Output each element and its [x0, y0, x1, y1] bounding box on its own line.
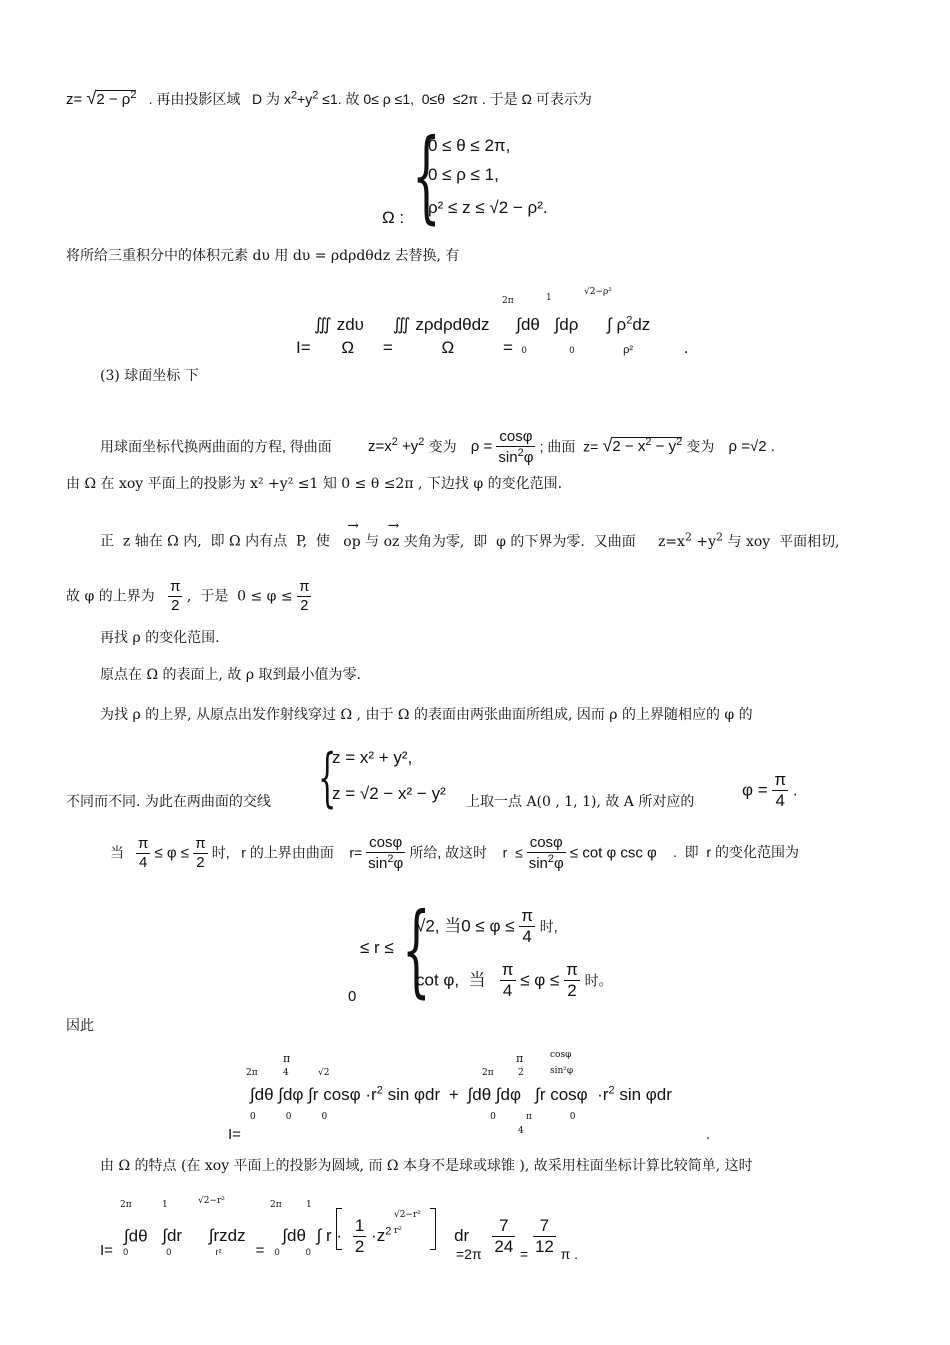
- integral-1: ∭ zdυ ∭ zρdρdθdz ∫dθ ∫dρ ∫ $\rho^2dz$: [314, 314, 651, 334]
- int2-lim-6b: sin²φ: [550, 1066, 574, 1076]
- system1-line-b: 0 ≤ ρ ≤ 1,: [428, 165, 499, 184]
- int2-lower-4: 4: [518, 1126, 524, 1136]
- text-line-9: 原点在 Ω 的表面上, 故 ρ 取到最小值为零.: [100, 667, 361, 683]
- int1-upper-limit-c: √2−ρ²: [584, 287, 612, 297]
- int1-upper-limit-a: 2π: [502, 296, 514, 306]
- phi-equals-pi-over-4: φ = $\frac{\pi}{4}$ .: [742, 770, 798, 811]
- text-line-11b: 上取一点 A(0 , 1, 1), 故 A 所对应的: [466, 794, 695, 810]
- text-line-1: $z= √2 - \rho^2$ . 再由投影区域 D 为 $x^2+y^2 \le 1$. 故 0≤ ρ ≤1, 0≤θ ≤2π . 于是 Ω 可表示为: [66, 88, 592, 108]
- integral-1-bottom: I= Ω = Ω = 0 0 ρ² .: [296, 338, 689, 357]
- integral-2: ∫dθ ∫dφ ∫r $\cos\varphi \cdot r^2$ sin φdr + ∫dθ ∫dφ ∫r $\cos\varphi \cdot r^2$ sin φdr: [250, 1084, 672, 1104]
- int2-lim-1: 2π: [246, 1068, 258, 1078]
- int2-lim-5b: 2: [518, 1068, 524, 1078]
- system3-line-a: √2, 当0 ≤ φ ≤ $\frac{\pi}{4}$ 时,: [416, 906, 558, 947]
- text-line-10: 为找 ρ 的上界, 从原点出发作射线穿过 Ω , 由于 Ω 的表面由两张曲面所组成, 因而 ρ 的上界随相应的 φ 的: [100, 707, 753, 723]
- int3-lim-2: 1: [162, 1200, 168, 1210]
- int2-lim-3: √2: [318, 1068, 330, 1078]
- int2-lim-2: π: [283, 1052, 291, 1065]
- int2-lower: 0 0 0 0 π 0: [250, 1112, 576, 1122]
- int2-lim-2b: 4: [283, 1068, 289, 1078]
- integral-3-result: $_{=2\pi}$ $\frac{7}{24}$ $_=$ $\frac{7}{12}$ $_{\pi .}$: [456, 1216, 579, 1263]
- system2-line-b: z = √2 − x² − y²: [332, 784, 446, 803]
- int2-period: .: [706, 1126, 711, 1143]
- integral-3: ∫dθ ∫dr ∫rzdz ∫dθ ∫ r · $\frac{1}{2}$ $\cdot z^2$ dr: [124, 1216, 470, 1257]
- system3-zero: 0: [348, 988, 357, 1005]
- text-line-14: 由 Ω 的特点 (在 xoy 平面上的投影为圆域, 而 Ω 本身不是球或球锥 ), 故采用柱面坐标计算比较简单, 这时: [100, 1158, 753, 1174]
- system1-line-c: ρ² ≤ z ≤ √2 − ρ².: [428, 198, 548, 217]
- int1-upper-limit-b: 1: [546, 293, 552, 303]
- text-line-8: 再找 ρ 的变化范围.: [100, 630, 220, 646]
- text-line-12: 当 $\frac{\pi}{4}$ ≤ φ ≤ $\frac{\pi}{2}$ 时, r 的上界由曲面 r= $\frac{\cos\varphi}{\sin^2\varphi}$ 所给, 故这时 r ≤ $\frac{\cos\varphi}{\sin^2\varphi}$ ≤ cot φ csc φ . 即 r 的变化范围为: [110, 834, 799, 872]
- int3-lim-6: √2−r²: [394, 1210, 421, 1220]
- text-line-6: 正 z 轴在 Ω 内, 即 Ω 内有点 P, 使 → op 与 → oz 夹角为零, 即 φ 的下界为零. 又曲面 $z=x^2 +y^2$ 与 xoy 平面相切,: [100, 517, 840, 550]
- int2-lim-5: π: [516, 1052, 524, 1065]
- int3-lim-4: 2π: [270, 1200, 282, 1210]
- text-line-4: 用球面坐标代换两曲面的方程, 得曲面 $z=x^2 +y^2$ 变为 ρ = $\frac{\cos\varphi}{\sin^2\varphi}$ ; 曲面 $z= √2 - x^2 - y^2$ 变为 ρ =√2 .: [100, 428, 775, 466]
- text-line-11: 不同而不同. 为此在两曲面的交线: [66, 794, 271, 810]
- system3-prefix: ≤ r ≤: [360, 938, 394, 957]
- system3-line-b: cot φ, 当 $\frac{\pi}{4}$ ≤ φ ≤ $\frac{\pi}{2}$ 时。: [416, 960, 613, 1001]
- int3-lim-3: √2−r²: [198, 1196, 225, 1206]
- int2-lim-6: cosφ: [550, 1050, 572, 1060]
- int2-I-label: I=: [228, 1126, 241, 1143]
- int3-lim-7: r²: [394, 1226, 402, 1236]
- text-line-13: 因此: [66, 1018, 94, 1034]
- system1-line-a: 0 ≤ θ ≤ 2π,: [428, 136, 511, 155]
- system2-line-a: z = x² + y²,: [332, 748, 413, 767]
- text-line-7: 故 φ 的上界为 $\frac{\pi}{2}$ , 于是 0 ≤ φ ≤ $\frac{\pi}{2}$: [66, 578, 310, 614]
- integral-3-bottom: I= 0 0 r² = 0 0: [100, 1242, 311, 1259]
- text-line-3: (3) 球面坐标 下: [100, 368, 199, 384]
- int3-lim-5: 1: [306, 1200, 312, 1210]
- int2-lim-4: 2π: [482, 1068, 494, 1078]
- int3-lim-1: 2π: [120, 1200, 132, 1210]
- text-line-5: 由 Ω 在 xoy 平面上的投影为 x² +y² ≤1 知 0 ≤ θ ≤2π , 下边找 φ 的变化范围.: [66, 476, 563, 492]
- omega-label: Ω :: [382, 208, 405, 227]
- text-line-2: 将所给三重积分中的体积元素 dυ 用 dυ = ρdρdθdz 去替换, 有: [66, 248, 460, 264]
